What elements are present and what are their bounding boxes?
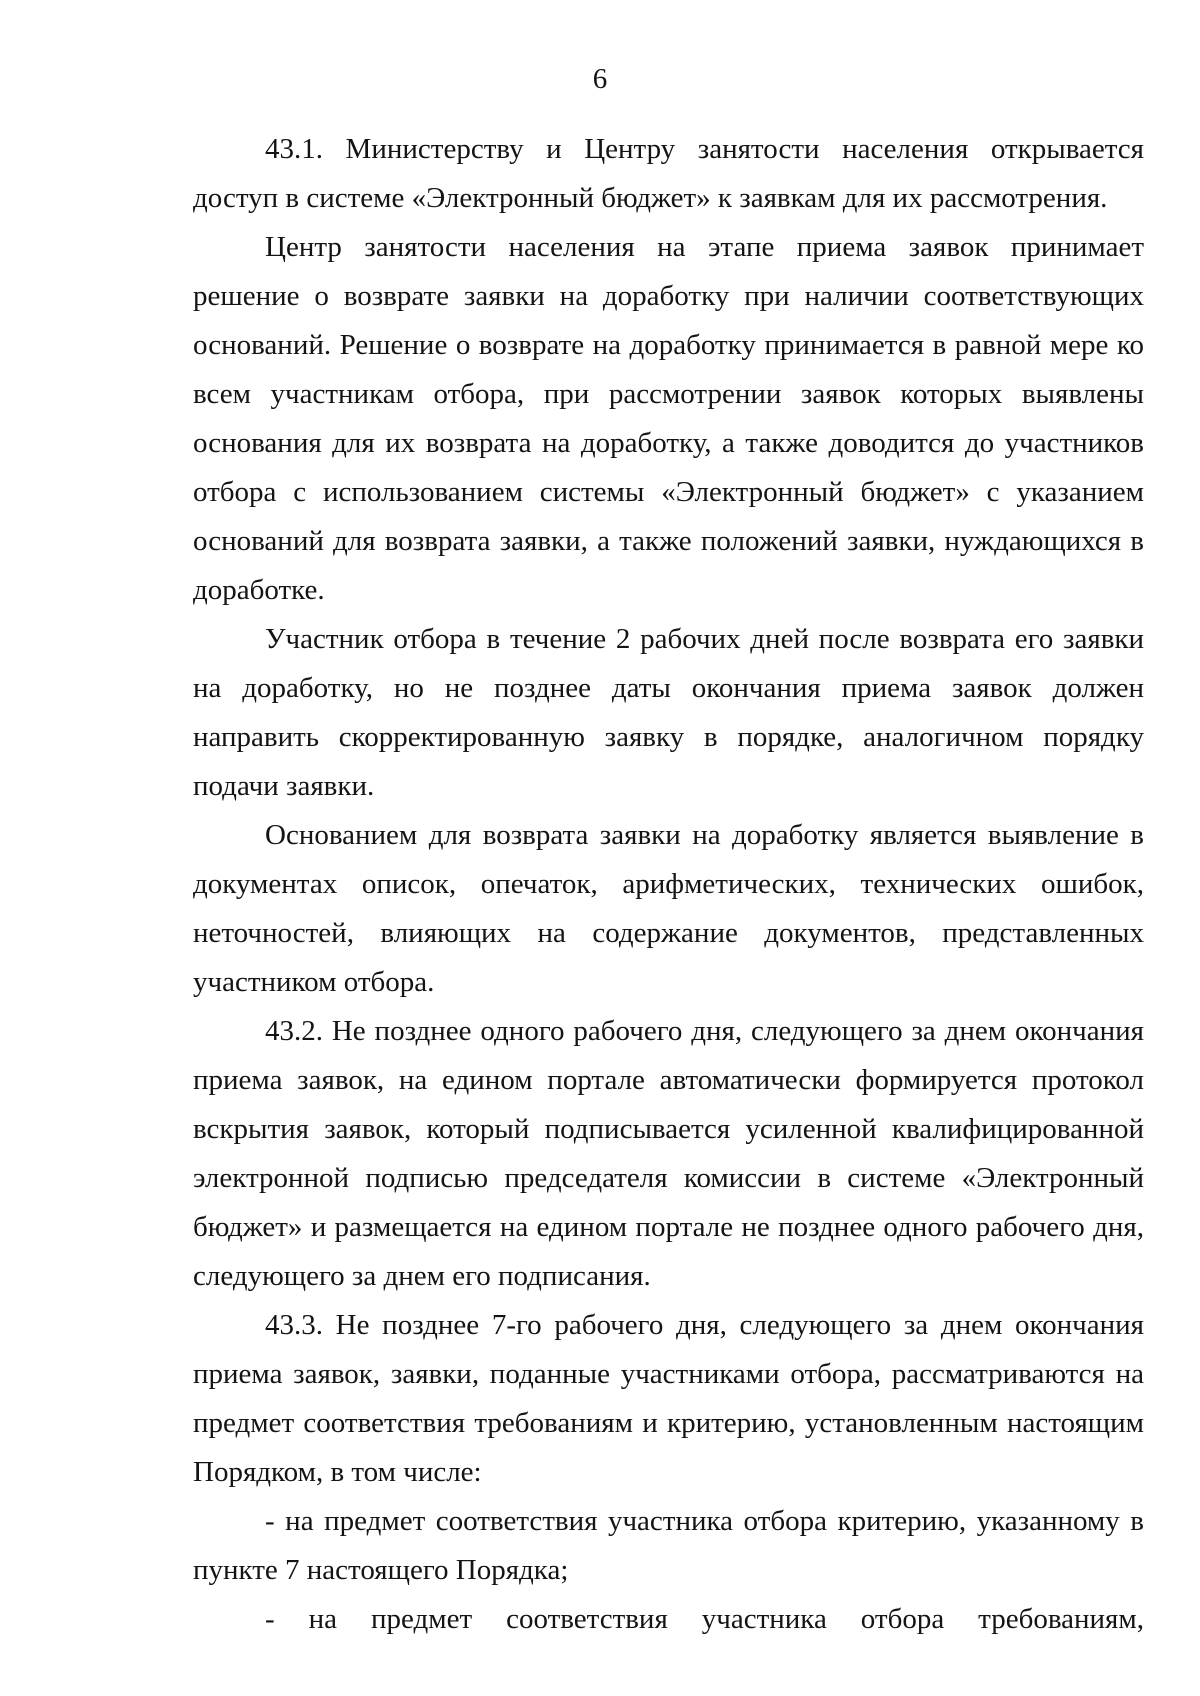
page-number: 6 [592, 63, 608, 95]
paragraph-43-1: 43.1. Министерству и Центру занятости населения открывается доступ в системе «Электронный бюджет» к заявкам для их рассмотрения. [193, 133, 1144, 214]
list-item-criterion: - на предмет соответствия участника отбора критерию, указанному в пункте 7 настоящего Порядка; [193, 1505, 1144, 1586]
paragraph-return-decision: Центр занятости населения на этапе приема заявок принимает решение о возврате заявки на доработку при наличии соответствующих оснований. Решение о возврате на доработку принимается в равной мере ко всем участникам отбора, при рассмотрении заявок которых выявлены основания для их возврата на доработку, а также доводится до участников отбора с использованием системы «Электронный бюджет» с указанием оснований для возврата заявки, а также положений заявки, нуждающихся в доработке. [193, 231, 1144, 606]
document-body [193, 125, 1144, 1644]
paragraph-43-3: 43.3. Не позднее 7-го рабочего дня, следующего за днем окончания приема заявок, заявки, поданные участниками отбора, рассматриваются на предмет соответствия требованиям и критерию, установленным настоящим Порядком, в том числе: [193, 1309, 1144, 1488]
paragraph-return-grounds: Основанием для возврата заявки на доработку является выявление в документах описок, опечаток, арифметических, технических ошибок, неточностей, влияющих на содержание документов, представленных участником отбора. [193, 819, 1144, 998]
paragraph-resubmission: Участник отбора в течение 2 рабочих дней после возврата его заявки на доработку, но не позднее даты окончания приема заявок должен направить скорректированную заявку в порядке, аналогичном порядку подачи заявки. [193, 623, 1144, 802]
list-item-requirements: - на предмет соответствия участника отбора требованиям, [265, 1603, 1144, 1635]
paragraph-43-2: 43.2. Не позднее одного рабочего дня, следующего за днем окончания приема заявок, на едином портале автоматически формируется протокол вскрытия заявок, который подписывается усиленной квалифицированной электронной подписью председателя комиссии в системе «Электронный бюджет» и размещается на едином портале не позднее одного рабочего дня, следующего за днем его подписания. [193, 1015, 1144, 1292]
